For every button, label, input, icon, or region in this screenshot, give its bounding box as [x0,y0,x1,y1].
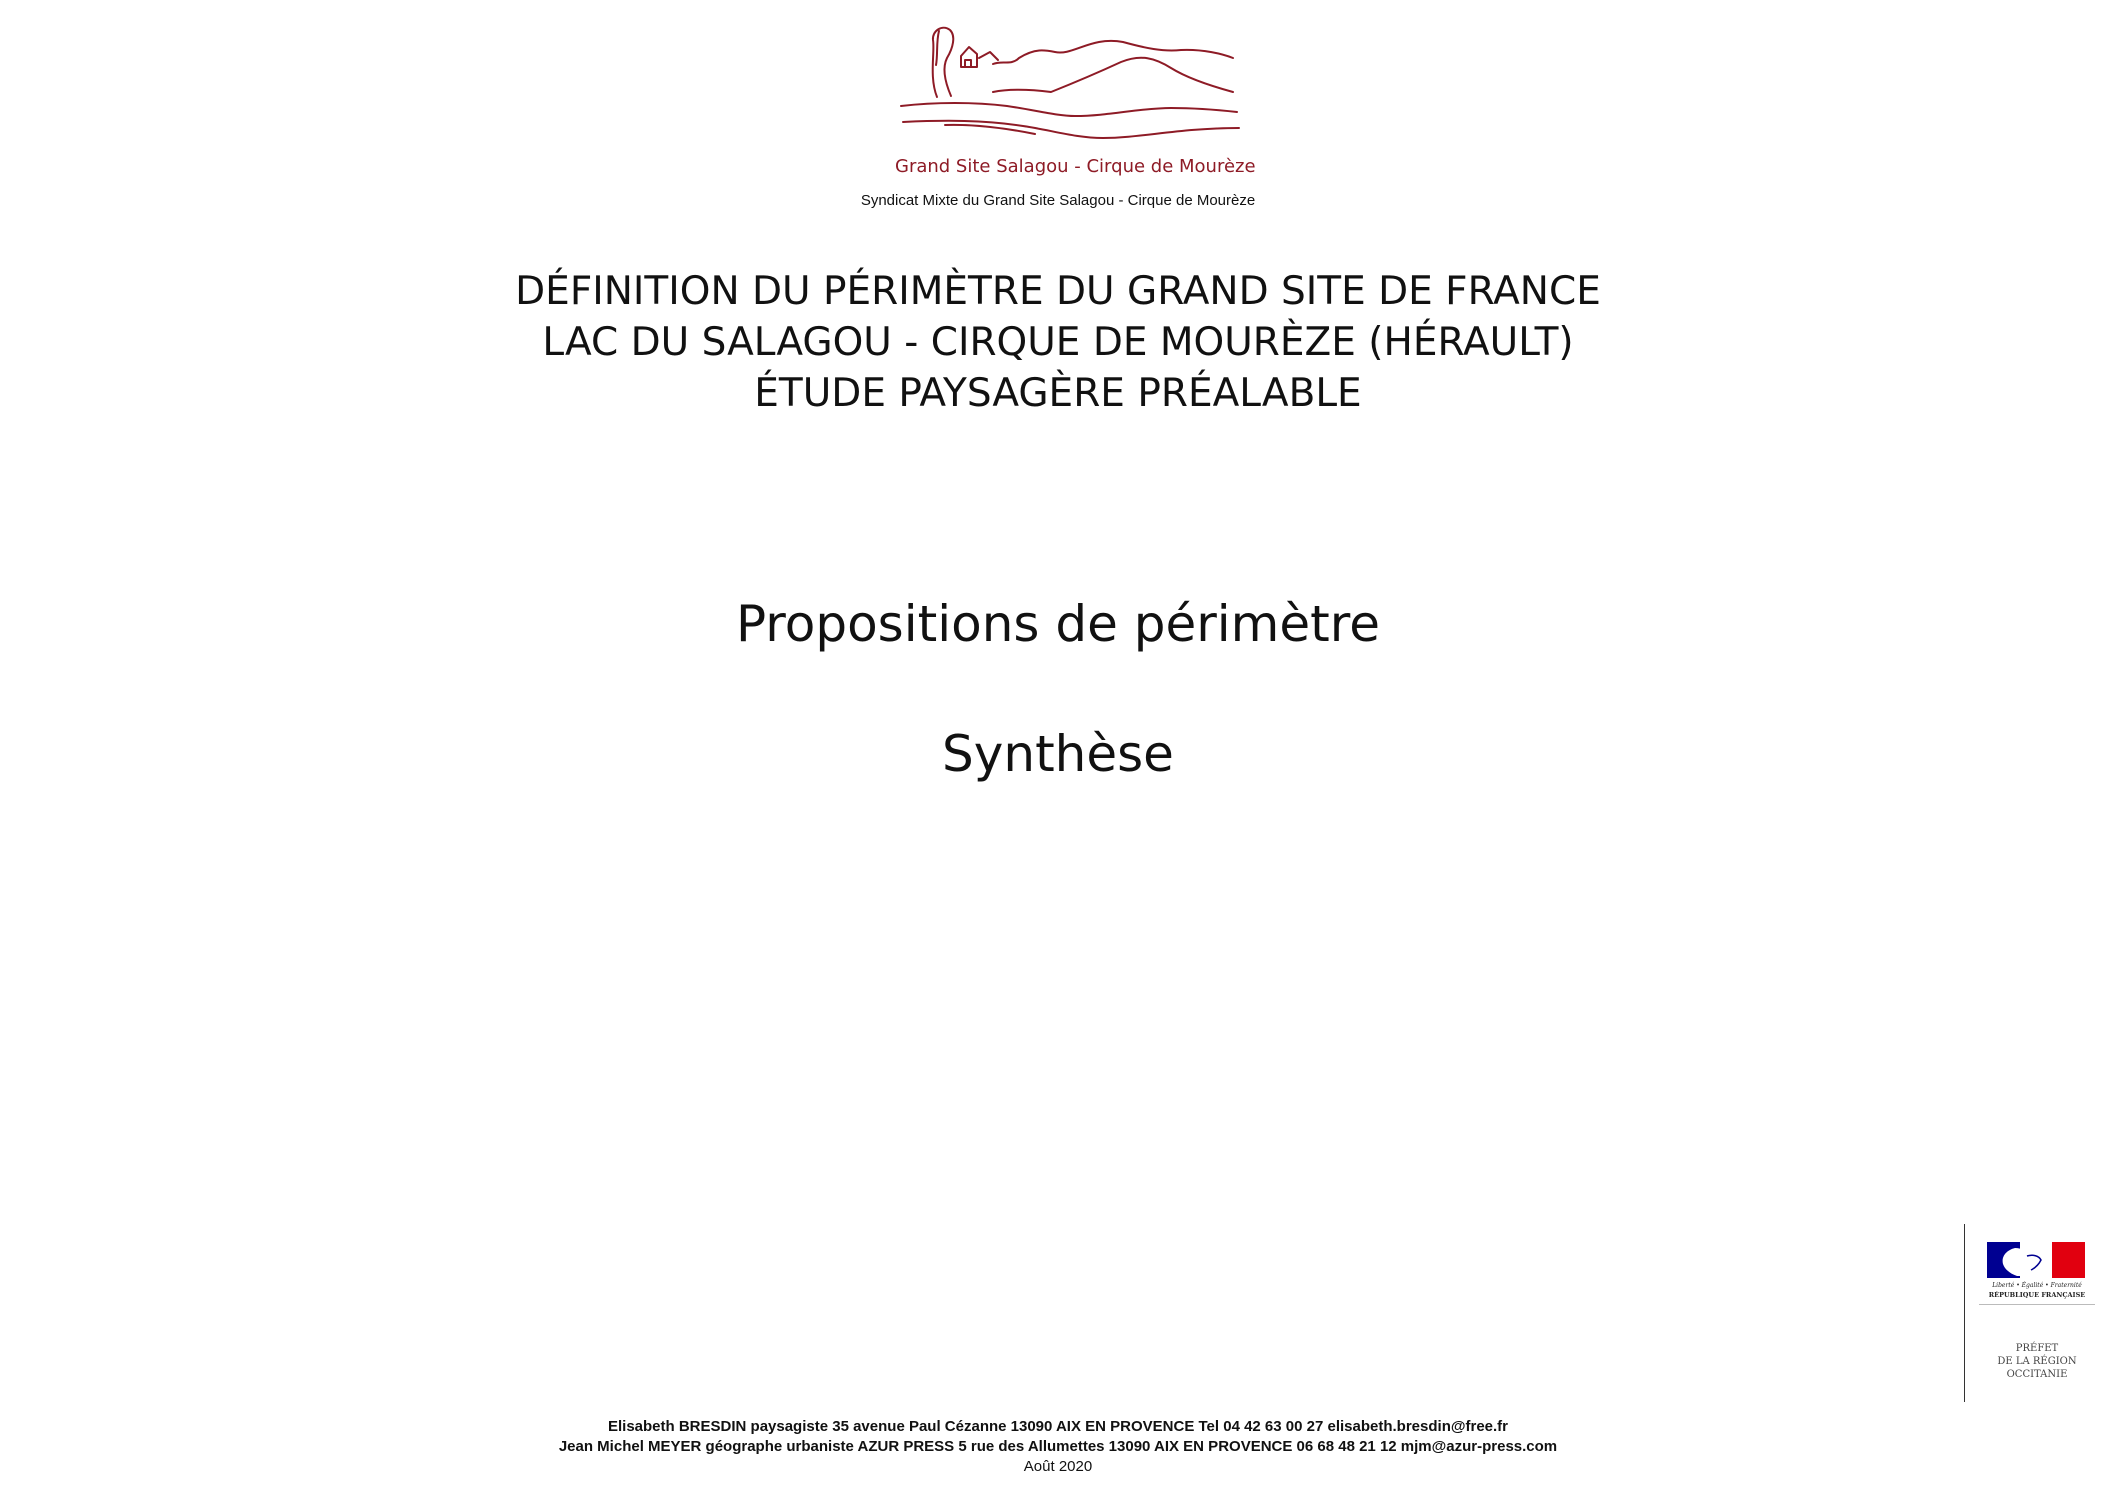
marianne-logo-block [1964,1224,2105,1402]
document-title [358,266,1758,419]
republic-motto: Liberté • Égalité • Fraternité [1992,1282,2082,1289]
prefet-label [1979,1342,2095,1381]
republique-francaise-label: RÉPUBLIQUE FRANÇAISE [1988,1291,2086,1299]
footer-contact-meyer: Jean Michel MEYER géographe urbaniste AZUR PRESS 5 rue des Allumettes 13090 AIX EN PROVENCE 06 68 48 21 12 mjm@azur-press.com [558,1438,1558,1455]
marianne-flag-icon [1987,1242,2085,1278]
marianne-profile-icon [1987,1242,2085,1278]
subtitle-synthese: Synthèse [942,725,1174,783]
footer-contact-bresdin: Elisabeth BRESDIN paysagiste 35 avenue Paul Cézanne 13090 AIX EN PROVENCE Tel 04 42 63 00 27 elisabeth.bresdin@free.fr [608,1418,1508,1435]
title-line-3: ÉTUDE PAYSAGÈRE PRÉALABLE [754,371,1362,416]
footer-credits [458,1417,1658,1477]
title-line-1: DÉFINITION DU PÉRIMÈTRE DU GRAND SITE DE FRANCE [515,269,1601,314]
organization-name: Syndicat Mixte du Grand Site Salagou - Cirque de Mourèze [860,192,1256,209]
marianne-divider [1979,1304,2095,1305]
prefet-line-3: OCCITANIE [2006,1369,2068,1380]
subtitle-propositions: Propositions de périmètre [736,595,1380,653]
landscape-logo-icon [895,22,1245,157]
prefet-line-2: DE LA RÉGION [1997,1356,2077,1367]
title-line-2: LAC DU SALAGOU - CIRQUE DE MOURÈZE (HÉRAULT) [542,320,1574,365]
prefet-line-1: PRÉFET [2015,1343,2059,1354]
footer-date: Août 2020 [1023,1458,1093,1475]
grand-site-logo [895,22,1256,194]
logo-brand-text: Grand Site Salagou - Cirque de Mourèze [895,156,1256,177]
